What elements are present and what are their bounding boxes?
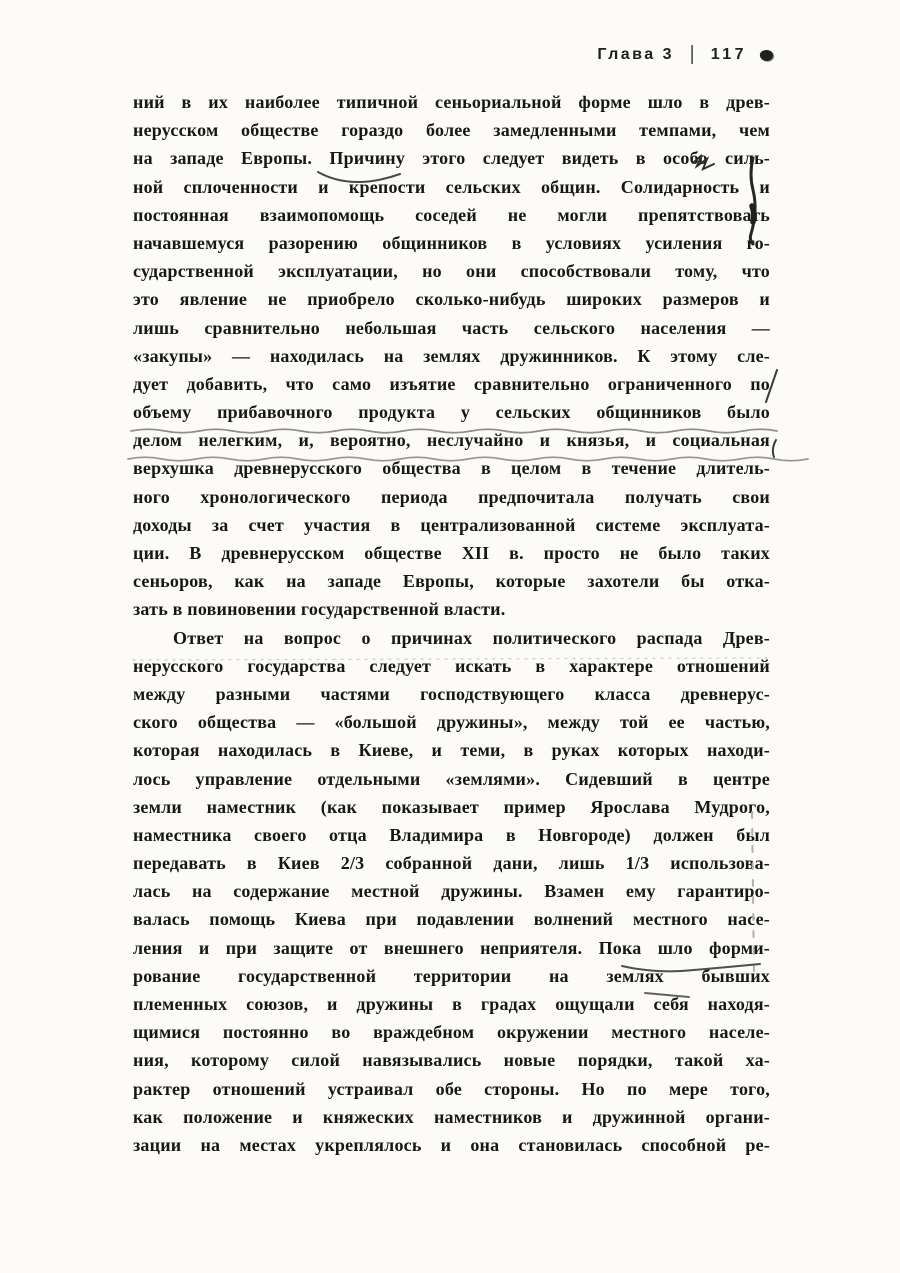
running-header — [597, 43, 773, 65]
body-text-block — [133, 88, 770, 1159]
text-line: ния, которому силой навязывались новые порядки, такой ха- — [133, 1050, 770, 1071]
text-line: земли наместник (как показывает пример Ярослава Мудрого, — [133, 796, 770, 817]
text-line: нерусского государства следует искать в характере отношений — [133, 655, 770, 676]
text-line: ского общества — «большой дружины», между той ее частью, — [133, 712, 770, 733]
text-line: зать в повиновении государственной власти. — [133, 599, 506, 620]
text-line: ции. В древнерусском обществе XII в. просто не было таких — [133, 543, 770, 563]
text-line: начавшемуся разорению общинников в условиях усиления го- — [133, 232, 770, 253]
header-divider: | — [690, 43, 697, 65]
text-line: передавать в Киев 2/3 собранной дани, лишь 1/3 использова- — [133, 853, 770, 874]
page-number: 117 — [710, 46, 747, 63]
text-line: лишь сравнительно небольшая часть сельского населения — — [133, 317, 770, 338]
text-line: ления и при защите от внешнего неприятеля. Пока шло форми- — [133, 937, 770, 958]
text-line: ний в их наиболее типичной сеньориальной форме шло в древ- — [133, 92, 770, 112]
text-line: племенных союзов, и дружины в градах ощущали себя находя- — [133, 994, 770, 1014]
text-line: это явление не приобрело сколько-нибудь широких размеров и — [133, 289, 770, 310]
text-line: верхушка древнерусского общества в целом в течение длитель- — [133, 458, 770, 479]
text-line: лась на содержание местной дружины. Взамен ему гарантиро- — [133, 881, 770, 902]
text-line: рактер отношений устраивал обе стороны. Но по мере того, — [133, 1078, 770, 1099]
text-line: зации на местах укреплялось и она становилась способной ре- — [133, 1134, 770, 1155]
text-line: ного хронологического периода предпочитала получать свои — [133, 486, 770, 507]
text-line: лось управление отдельными «землями». Сидевший в центре — [133, 768, 770, 789]
text-line: наместника своего отца Владимира в Новгороде) должен был — [133, 824, 770, 845]
text-line: на западе Европы. Причину этого следует видеть в особо силь- — [133, 148, 770, 169]
text-line: объему прибавочного продукта у сельских общинников было — [133, 402, 770, 423]
text-line: щимися постоянно во враждебном окружении местного населе- — [133, 1022, 770, 1043]
chapter-label: Глава 3 — [597, 46, 675, 63]
ink-smudge-icon — [759, 49, 773, 62]
text-line: которая находилась в Киеве, и теми, в руках которых находи- — [133, 740, 770, 761]
text-line: между разными частями господствующего класса древнерус- — [133, 683, 770, 704]
text-line: сударственной эксплуатации, но они способствовали тому, что — [133, 261, 770, 282]
text-line: рование государственной территории на землях бывших — [133, 965, 770, 986]
text-line: доходы за счет участия в централизованной системе эксплуата- — [133, 514, 770, 535]
text-line: ной сплоченности и крепости сельских общин. Солидарность и — [133, 176, 770, 197]
text-line: как положение и княжеских наместников и дружинной органи- — [133, 1106, 770, 1127]
text-line: делом нелегким, и, вероятно, неслучайно и князья, и социальная — [133, 430, 770, 451]
text-line: сеньоров, как на западе Европы, которые захотели бы отка- — [133, 571, 770, 592]
text-line: дует добавить, что само изъятие сравнительно ограниченного по — [133, 373, 770, 394]
text-line: нерусском обществе гораздо более замедленными темпами, чем — [133, 120, 770, 141]
text-line: валась помощь Киева при подавлении волнений местного насе- — [133, 909, 770, 930]
pencil-margin-tick — [773, 440, 776, 457]
text-line: «закупы» — находилась на землях дружинников. К этому сле- — [133, 345, 770, 366]
text-line: постоянная взаимопомощь соседей не могли препятствовать — [133, 204, 770, 225]
text-line: Ответ на вопрос о причинах политического распада Древ- — [173, 627, 770, 648]
